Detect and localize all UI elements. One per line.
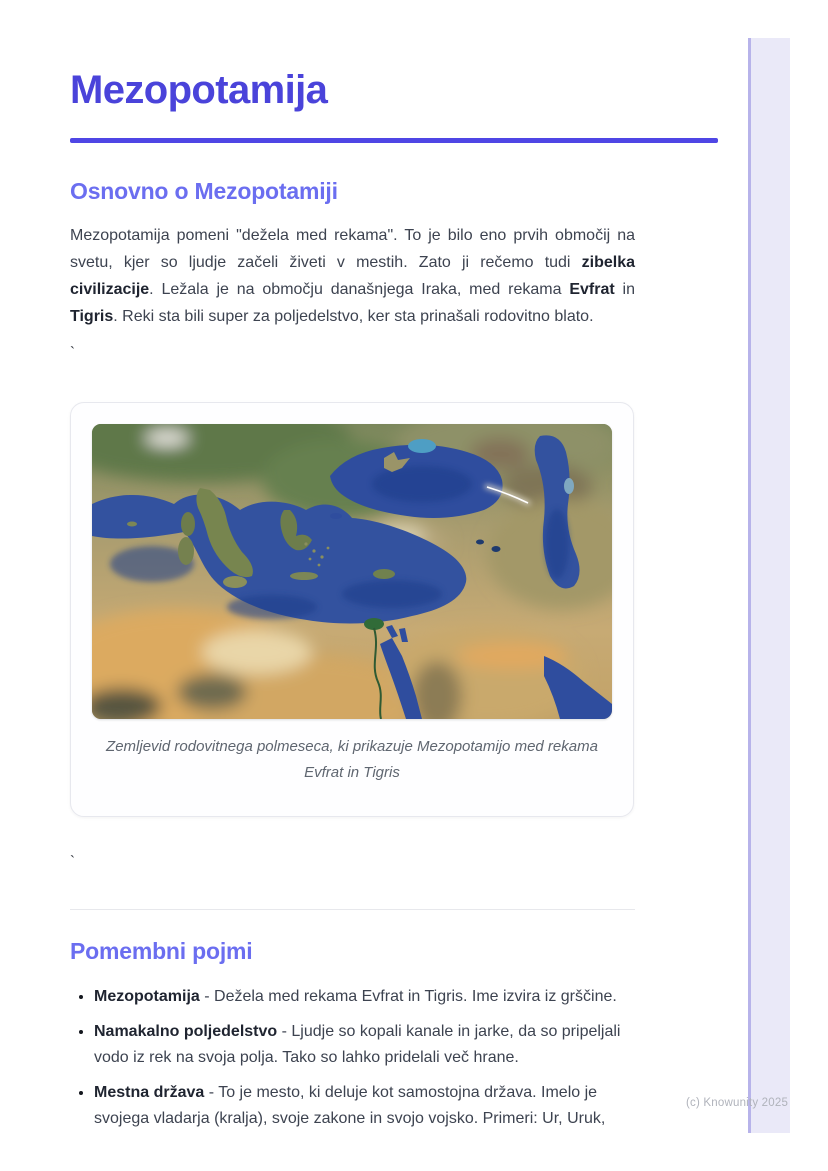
stray-backtick-2: ` bbox=[70, 853, 75, 870]
image-caption: Zemljevid rodovitnega polmeseca, ki prikazuje Mezopotamijo med rekama Evfrat in Tigris bbox=[106, 738, 598, 781]
map-image bbox=[92, 424, 612, 719]
scrollbar-track[interactable] bbox=[748, 38, 790, 1133]
title-underline bbox=[70, 138, 718, 143]
section-heading-basics: Osnovno o Mezopotamiji bbox=[70, 178, 338, 204]
copyright-note: (c) Knowunity 2025 bbox=[686, 1097, 789, 1109]
section-heading-terms: Pomembni pojmi bbox=[70, 938, 253, 964]
term-item-namakalno-poljedelstvo: • Namakalno poljedelstvo - Ljudje so kopali kanale in jarke, da so pripeljali vodo iz rek na svoja polja. Tako so lahko pridelali več hrane. bbox=[94, 1019, 639, 1071]
document-content bbox=[70, 66, 718, 1141]
page-title: Mezopotamija bbox=[70, 68, 328, 112]
section-divider bbox=[70, 909, 635, 910]
term-item-mestna-drzava: • Mestna država - To je mesto, ki deluje kot samostojna država. Imelo je svojega vladarja (kralja), svoje zakone in svojo vojsko. Primeri: Ur, Uruk, bbox=[94, 1080, 639, 1132]
stray-backtick-1: ` bbox=[70, 344, 75, 361]
term-item-mezopotamija: • Mezopotamija - Dežela med rekama Evfrat in Tigris. Ime izvira iz grščine. bbox=[94, 984, 639, 1010]
terms-list bbox=[70, 984, 639, 1132]
image-card bbox=[70, 402, 634, 817]
intro-paragraph: Mezopotamija pomeni "dežela med rekama". To je bilo eno prvih območij na svetu, kjer so ljudje začeli živeti v mestih. Zato ji rečemo tudi zibelka civilizacije. Ležala je na območju današnjega Iraka, med rekama Evfrat in Tigris. Reki sta bili super za poljedelstvo, ker sta prinašali rodovitno blato. bbox=[70, 227, 636, 325]
